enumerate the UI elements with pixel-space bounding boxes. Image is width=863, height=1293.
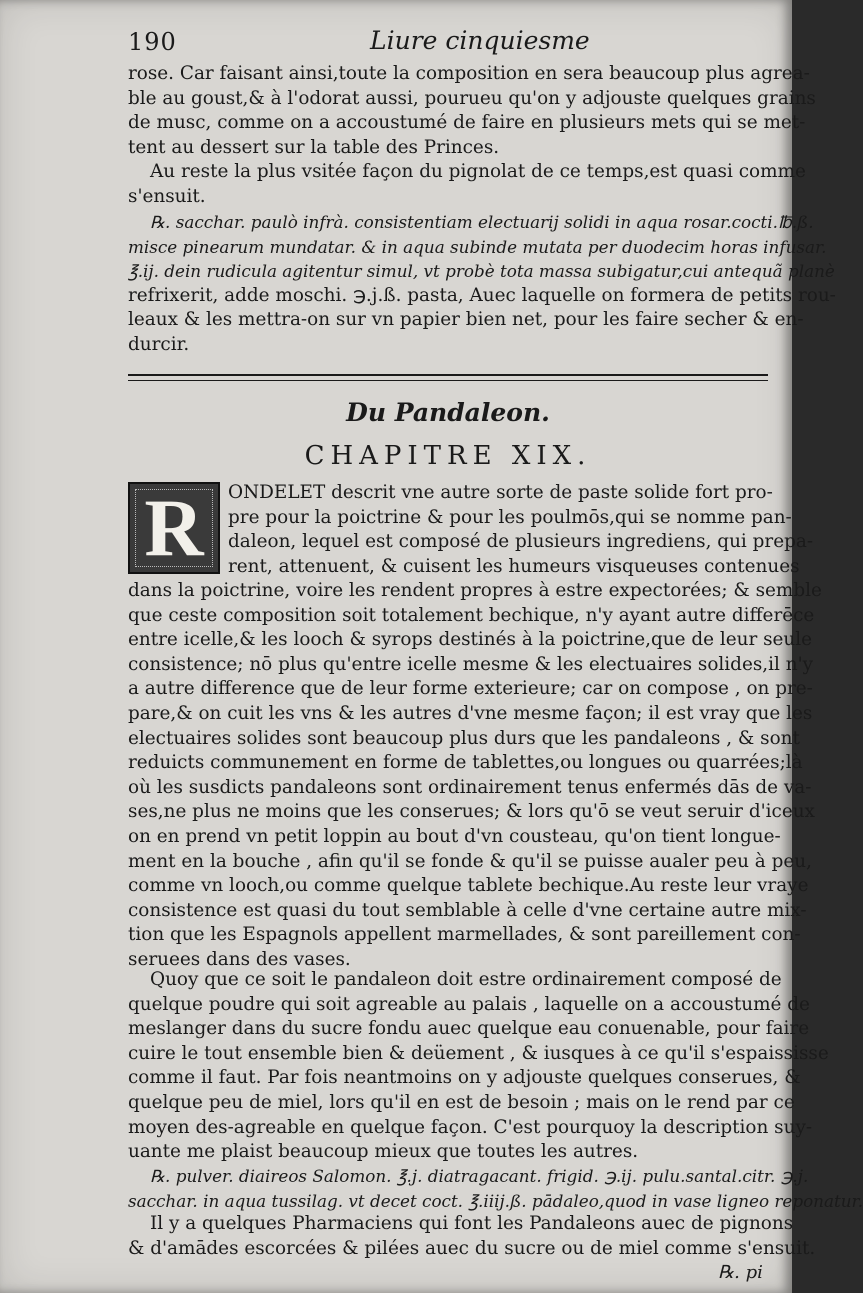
text-line: on en prend vn petit loppin au bout d'vn cousteau, qu'on tient longue- xyxy=(128,825,781,847)
pandaleon-recipe xyxy=(128,1164,863,1213)
text-line: pare,& on cuit les vns & les autres d'vne mesme façon; il est vray que les xyxy=(128,702,813,724)
section-divider-thin xyxy=(128,380,768,381)
text-line: comme vn looch,ou comme quelque tablete bechique.Au reste leur vraye xyxy=(128,875,809,897)
text-line: que ceste composition soit totalement bechique, n'y ayant autre differēce xyxy=(128,604,815,626)
recipe-line: misce pinearum mundatar. & in aqua subinde mutata per duodecim horas infusar. xyxy=(128,236,827,257)
text-line: Il y a quelques Pharmaciens qui font les Pandaleons auec de pignons xyxy=(150,1213,794,1234)
text-line: ses,ne plus ne moins que les conserues; & lors qu'ō se veut seruir d'iceux xyxy=(128,801,815,823)
text-line: seruees dans des vases. xyxy=(128,948,351,970)
recipe-line: durcir. xyxy=(128,333,190,355)
text-line: ble au goust,& à l'odorat aussi, pourueu qu'on y adjouste quelques grains xyxy=(128,87,816,109)
text-line: electuaires solides sont beaucoup plus durs que les pandaleons , & sont xyxy=(128,727,800,749)
text-line: quelque peu de miel, lors qu'il en est de besoin ; mais on le rend par ce xyxy=(128,1091,795,1113)
page-number: 190 xyxy=(128,28,177,56)
section-title: Du Pandaleon. xyxy=(346,398,550,427)
chapter-opening-lines xyxy=(228,481,814,579)
text-line: dans la poictrine, voire les rendent propres à estre expectorées; & semble xyxy=(128,580,822,601)
recipe-line: ℞. sacchar. paulò infrà. consistentiam electuarij solidi in aqua rosar.cocti.℔.ß. xyxy=(150,212,814,232)
recipe-line: ℞. pulver. diaireos Salomon. ℥.j. diatragacant. frigid. ℈.ij. pulu.santal.citr. ℈.j. xyxy=(150,1166,809,1186)
text-line: uante me plaist beaucoup mieux que toutes les autres. xyxy=(128,1141,639,1163)
pignolat-paragraph xyxy=(128,160,806,209)
text-line: quelque poudre qui soit agreable au palais , laquelle on a accoustumé de xyxy=(128,993,810,1015)
text-line: où les susdicts pandaleons sont ordinairement tenus enfermés dās de va- xyxy=(128,776,812,798)
text-line: de musc, comme on a accoustumé de faire en plusieurs mets qui se met- xyxy=(128,112,806,134)
text-line: entre icelle,& les looch & syrops destinés à la poictrine,que de leur seule xyxy=(128,629,813,651)
chapter-heading: CHAPITRE XIX. xyxy=(304,441,592,471)
drop-cap-letter: R xyxy=(144,482,204,573)
text-line: s'ensuit. xyxy=(128,185,206,207)
text-line: Au reste la plus vsitée façon du pignolat de ce temps,est quasi comme xyxy=(150,161,806,182)
section-divider xyxy=(128,374,768,376)
text-line: rose. Car faisant ainsi,toute la composition en sera beaucoup plus agrea- xyxy=(128,63,810,84)
pignolat-recipe xyxy=(128,210,836,358)
chapter-body xyxy=(128,579,822,973)
text-line: tent au dessert sur la table des Princes. xyxy=(128,136,500,158)
text-line: & d'amādes escorcées & pilées auec du sucre ou de miel comme s'ensuit. xyxy=(128,1237,816,1259)
text-line: moyen des-agreable en quelque façon. C'est pourquoy la description suy- xyxy=(128,1116,813,1138)
final-paragraph xyxy=(128,1212,816,1261)
text-line: comme il faut. Par fois neantmoins on y adjouste quelques conserues, & xyxy=(128,1067,801,1089)
text-line: meslanger dans du sucre fondu auec quelque eau conuenable, pour faire xyxy=(128,1018,810,1040)
running-title: Liure cinquiesme xyxy=(370,26,590,55)
continuation-paragraph xyxy=(128,62,816,160)
text-line: rent, attenuent, & cuisent les humeurs visqueuses contenues xyxy=(228,555,800,577)
text-line: consistence; nō plus qu'entre icelle mesme & les electuaires solides,il n'y xyxy=(128,653,814,675)
catchword: ℞. pi xyxy=(718,1262,763,1283)
text-line: reduicts communement en forme de tablettes,ou longues ou quarrées;là xyxy=(128,752,803,774)
recipe-line: ℥.ij. dein rudicula agitentur simul, vt probè tota massa subigatur,cui antequã planè xyxy=(128,261,835,282)
recipe-line: sacchar. in aqua tussilag. vt decet coct. ℥.iiij.ß. pādaleo,quod in vase ligneo reponatur. xyxy=(128,1190,863,1211)
text-line: ment en la bouche , afin qu'il se fonde & qu'il se puisse aualer peu à peu, xyxy=(128,850,812,872)
text-line: daleon, lequel est composé de plusieurs ingrediens, qui prepa- xyxy=(228,531,814,553)
text-line: Quoy que ce soit le pandaleon doit estre ordinairement composé de xyxy=(150,969,782,990)
text-line: cuire le tout ensemble bien & deüement , & iusques à ce qu'il s'espaississe xyxy=(128,1042,829,1064)
page-header xyxy=(128,24,768,58)
text-line: pre pour la poictrine & pour les poulmōs,qui se nomme pan- xyxy=(228,506,792,528)
text-line: ONDELET descrit vne autre sorte de paste solide fort pro- xyxy=(228,482,773,503)
text-line: consistence est quasi du tout semblable à celle d'vne certaine autre mix- xyxy=(128,899,807,921)
text-line: tion que les Espagnols appellent marmellades, & sont pareillement con- xyxy=(128,924,801,946)
recipe-line: leaux & les mettra-on sur vn papier bien net, pour les faire secher & en- xyxy=(128,309,804,331)
ornamental-drop-cap xyxy=(128,482,220,574)
recipe-line: refrixerit, adde moschi. ℈.j.ß. pasta, Auec laquelle on formera de petits rou- xyxy=(128,284,836,306)
text-line: a autre difference que de leur forme exterieure; car on compose , on pre- xyxy=(128,678,813,700)
pandaleon-paragraph xyxy=(128,968,829,1165)
